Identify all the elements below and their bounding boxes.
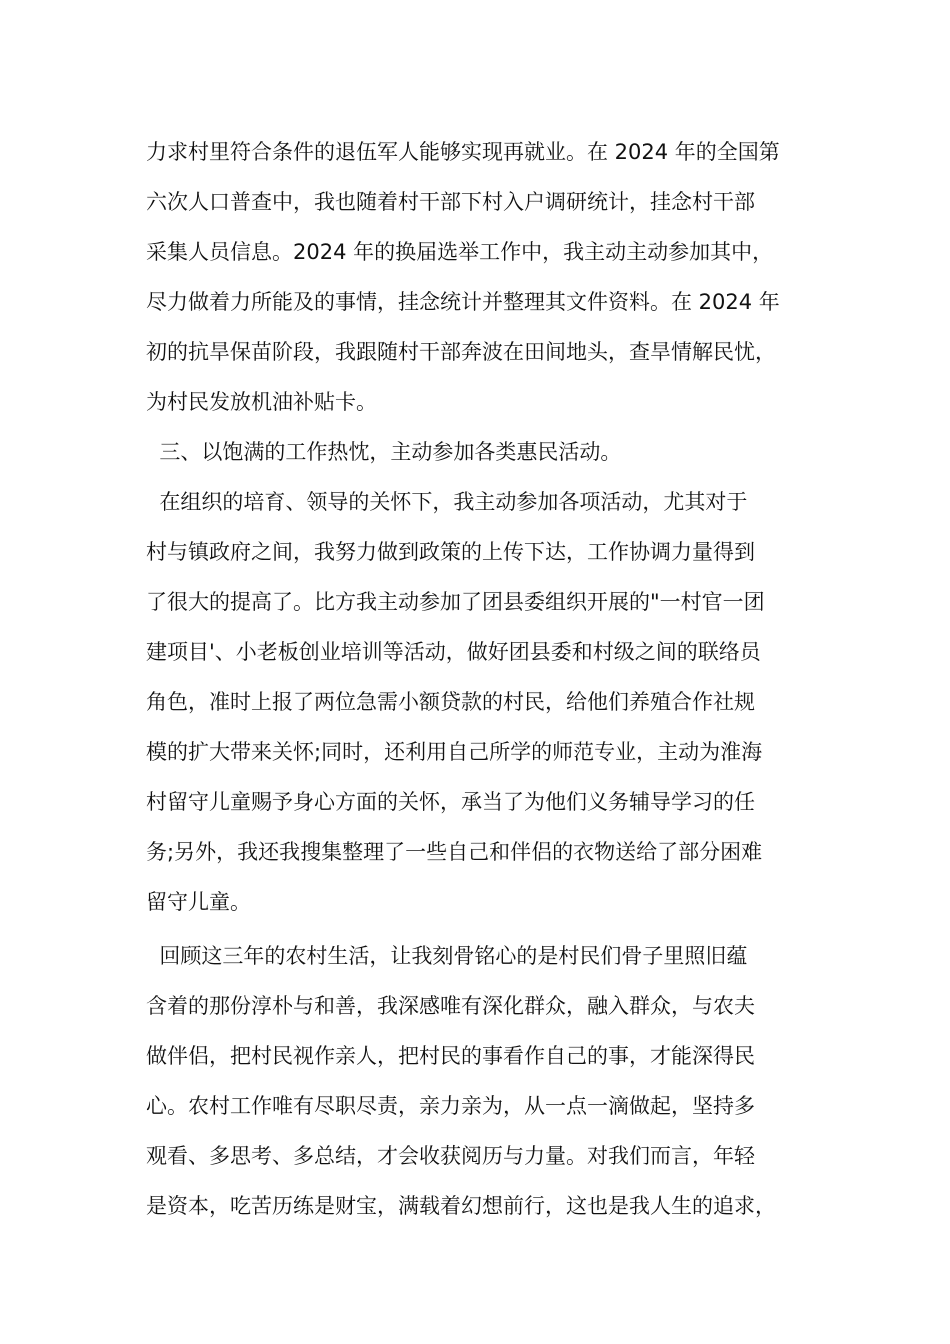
text-line: 务;另外，我还我搜集整理了一些自己和伴侣的衣物送给了部分困难 (146, 840, 763, 864)
text-line: 了很大的提高了。比方我主动参加了团县委组织开展的"一村官一团 (146, 590, 765, 614)
text-line: 含着的那份淳朴与和善，我深感唯有深化群众，融入群众，与农夫 (146, 994, 755, 1018)
text-line: 尽力做着力所能及的事情，挂念统计并整理其文件资料。在 2024 年 (146, 290, 780, 314)
text-line: 角色，准时上报了两位急需小额贷款的村民，给他们养殖合作社规 (146, 690, 755, 714)
text-line: 建项目'、小老板创业培训等活动，做好团县委和村级之间的联络员 (146, 640, 761, 664)
text-line: 六次人口普查中，我也随着村干部下村入户调研统计，挂念村干部 (146, 190, 755, 214)
text-line: 是资本，吃苦历练是财宝，满载着幻想前行，这也是我人生的追求， (146, 1194, 776, 1218)
section-heading: 三、以饱满的工作热忱，主动参加各类惠民活动。 (146, 440, 622, 464)
text-line: 村留守儿童赐予身心方面的关怀，承当了为他们义务辅导学习的任 (146, 790, 755, 814)
text-line: 在组织的培育、领导的关怀下，我主动参加各项活动，尤其对于 (146, 490, 748, 514)
text-line: 模的扩大带来关怀;同时，还利用自己所学的师范专业，主动为淮海 (146, 740, 763, 764)
text-line: 村与镇政府之间，我努力做到政策的上传下达，工作协调力量得到 (146, 540, 755, 564)
text-line: 观看、多思考、多总结，才会收获阅历与力量。对我们而言，年轻 (146, 1144, 755, 1168)
text-line: 初的抗旱保苗阶段，我跟随村干部奔波在田间地头，查旱情解民忧， (146, 340, 776, 364)
text-line: 留守儿童。 (146, 890, 251, 914)
text-line: 回顾这三年的农村生活，让我刻骨铭心的是村民们骨子里照旧蕴 (146, 944, 748, 968)
text-line: 力求村里符合条件的退伍军人能够实现再就业。在 2024 年的全国第 (146, 140, 780, 164)
text-line: 采集人员信息。2024 年的换届选举工作中，我主动主动参加其中， (146, 240, 774, 264)
document-body (146, 127, 826, 1231)
text-line: 心。农村工作唯有尽职尽责，亲力亲为，从一点一滴做起，坚持多 (146, 1094, 755, 1118)
text-line: 为村民发放机油补贴卡。 (146, 390, 377, 414)
text-line: 做伴侣，把村民视作亲人，把村民的事看作自己的事，才能深得民 (146, 1044, 755, 1068)
